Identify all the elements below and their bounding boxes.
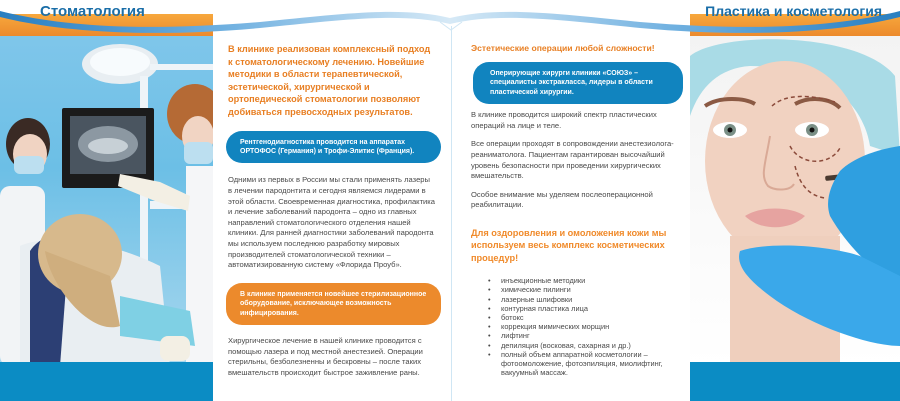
rehabilitation-paragraph: Особое внимание мы уделяем послеоперационной реабилитации. <box>471 189 653 210</box>
footer-band-right <box>690 362 900 401</box>
plastic-surgery-text-column <box>471 36 683 377</box>
sterilization-callout: В клинике применяется новейшее стерилизационное оборудование, исключающее возможность инфицирования. <box>226 283 441 325</box>
face-marking-image-icon <box>690 36 900 366</box>
page-fold-divider <box>451 26 452 401</box>
section-title-plastic-cosmetology: Пластика и косметология <box>705 3 882 19</box>
dentistry-text-column <box>228 36 436 378</box>
list-item: • депиляция (восковая, сахарная и др.) <box>487 341 683 350</box>
dentistry-lead-paragraph: В клинике реализован комплексный подход к стоматологическому лечению. Новейшие методики в области терапевтической, эстетической, хирургической и ортопедической стоматологии позволяют добиваться превосходных результатов. <box>228 44 431 117</box>
list-item: • полный объем аппаратной косметологии – фотоомоложение, фотоэпиляция, миолифтинг, вакуумный массаж. <box>487 350 683 378</box>
aesthetic-operations-subhead: Эстетические операции любой сложности! <box>471 43 655 53</box>
dental-scene-image-icon <box>0 36 213 366</box>
list-item: • ботокс <box>487 313 683 322</box>
list-item: • контурная пластика лица <box>487 304 683 313</box>
footer-band-left <box>0 362 213 401</box>
surgical-treatment-paragraph: Хирургическое лечение в нашей клинике проводится с помощью лазера и под местной анестезией. Операции стерильны, безболезненны и бескровны – после таких вмешательств происходит быстрое заживление раны. <box>228 335 423 377</box>
periodontitis-paragraph: Одними из первых в России мы стали применять лазеры в лечении пародонтита и сегодня являемся лидерами в этой области. Своевременная диагностика, профилактика и лечение заболеваний пародонта – одно из главных направлений стоматологического отделения нашей клиники. Для ранней диагностики заболеваний пародонта мы используем последнюю разработку мировых производителей стоматологической техники – автоматизированную систему «Флорида Проуб». <box>228 175 436 270</box>
list-item: • коррекция мимических морщин <box>487 322 683 331</box>
operations-range-paragraph: В клинике проводится широкий спектр пластических операций на лице и теле. <box>471 110 657 130</box>
list-item: • химические пилинги <box>487 285 683 294</box>
plastic-surgery-photo <box>690 36 900 366</box>
header-band <box>0 0 900 36</box>
list-item: • инъекционные методики <box>487 276 683 285</box>
list-item: • лазерные шлифовки <box>487 295 683 304</box>
dentistry-photo <box>0 36 213 366</box>
cosmetology-lead-paragraph: Для оздоровления и омоложения кожи мы используем весь комплекс косметических процедур! <box>471 227 667 263</box>
anesthesiologist-paragraph: Все операции проходят в сопровождении анестезиолога-реаниматолога. Пациентам гарантирован высочайший уровень безопасности при проведении хирургических вмешательств. <box>471 139 674 181</box>
section-title-dentistry: Стоматология <box>40 3 145 20</box>
procedures-list <box>487 276 683 377</box>
xray-equipment-callout: Рентгенодиагностика проводится на аппаратах ОРТОФОС (Германия) и Трофи-Элитис (Франция). <box>226 131 441 164</box>
list-item: • лифтинг <box>487 331 683 340</box>
surgeons-callout: Оперирующие хирурги клиники «СОЮЗ» – специалисты экстракласса, лидеры в области пластической хирургии. <box>473 62 683 104</box>
